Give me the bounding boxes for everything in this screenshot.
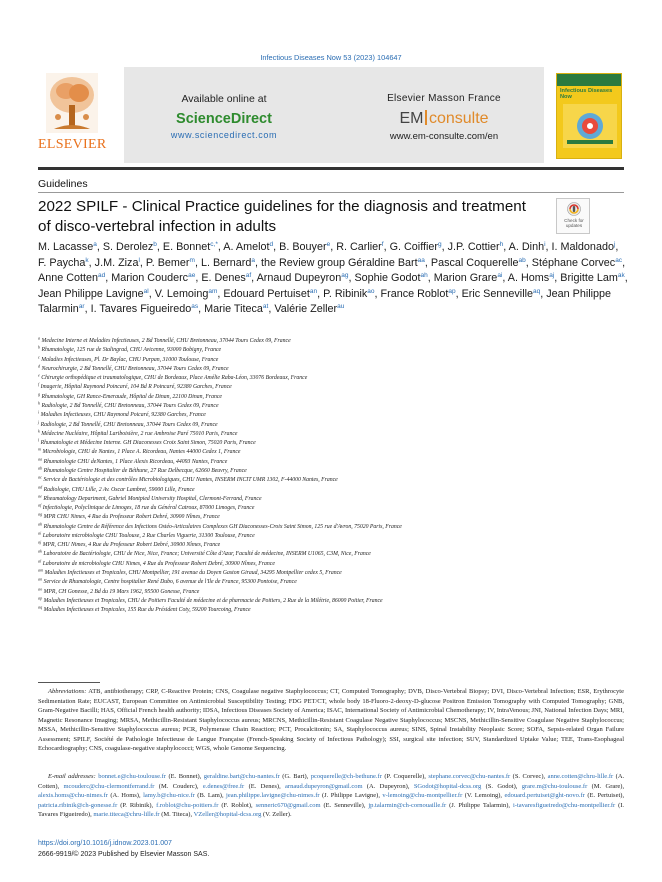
email-link[interactable]: stephane.corvec@chu-nantes.fr bbox=[428, 773, 511, 780]
affiliation-text: Médecine Nucléaire, Hôpital Lariboisière, 2 rue Ambroise Paré 75010 Paris, France bbox=[39, 430, 238, 437]
author-affiliation-link[interactable]: ar bbox=[78, 303, 85, 311]
author-affiliation-link[interactable]: ah bbox=[420, 272, 428, 280]
email-owner: (P. Coquerelle) bbox=[384, 773, 425, 780]
affiliation-text: Chirurgie orthopédique et traumatologique, CHU de Bordeaux, Place Amélie Raba-Léon, 33076 Bordeaux, France bbox=[39, 375, 308, 382]
email-owner: (V. Lemoing) bbox=[464, 792, 501, 799]
author-name: P. Bemer bbox=[145, 256, 190, 269]
author-affiliation-link[interactable]: f bbox=[381, 241, 384, 248]
email-owner: (J. Philippe Lavigne) bbox=[322, 792, 379, 799]
author-affiliation-link[interactable]: ag bbox=[341, 272, 349, 280]
affiliation-text: Rhumatologie, 125 rue de Stalingrad, CHU Avicenne, 93000 Bobigny, France bbox=[40, 347, 222, 354]
author-entry bbox=[223, 241, 273, 253]
email-link[interactable]: jp.talarmin@ch-cornouaille.fr bbox=[368, 801, 447, 809]
affiliation-text: Radiologie, CHU Lille, 2 Av. Oscar Lambret, 59000 Lille, France bbox=[42, 486, 195, 493]
affiliation-item bbox=[38, 402, 638, 411]
email-owner: (I. Tavares Figueiredo) bbox=[38, 801, 625, 818]
author-entry bbox=[552, 241, 616, 253]
author-name: E. Denes bbox=[201, 272, 246, 285]
author-name: Brigitte Lam bbox=[560, 272, 618, 285]
author-entry bbox=[91, 303, 199, 315]
emconsulte-panel bbox=[344, 67, 544, 163]
author-affiliation-link[interactable]: au bbox=[337, 303, 345, 311]
affiliation-item bbox=[38, 421, 638, 430]
email-link[interactable]: i-tavaresfigueiredo@chu-montpellier.fr bbox=[512, 801, 616, 809]
author-affiliation-link[interactable]: ab bbox=[518, 256, 526, 264]
check-for-updates-icon bbox=[567, 202, 581, 216]
email-owner: (F. Roblot) bbox=[221, 801, 251, 809]
author-name: Arnaud Dupeyron bbox=[256, 272, 342, 285]
author-affiliation-link[interactable]: aq bbox=[533, 287, 541, 295]
author-name: A. Amelot bbox=[223, 241, 270, 253]
email-owner: (S. Corvec) bbox=[512, 773, 544, 780]
affiliation-item bbox=[38, 411, 638, 420]
affiliation-text: Maladies Infectieuses et Tropicales, CHU Montpellier, 191 avenue du Doyen Gaston Giraud, 34295 Montpellier cedex 5, France bbox=[43, 570, 342, 577]
affiliation-text: Laboratoire microbiologie CHU Toulouse, 2 Rue Charles Viguerie, 31300 Toulouse, France bbox=[41, 532, 255, 539]
email-link[interactable]: senneric670@gmail.com bbox=[255, 801, 321, 809]
author-affiliation-link[interactable]: an bbox=[309, 287, 318, 295]
email-owner: (E. Denes) bbox=[248, 782, 280, 790]
author-affiliation-link[interactable]: l bbox=[138, 256, 140, 264]
author-entry bbox=[38, 241, 97, 253]
author-affiliation-link[interactable]: ak bbox=[617, 272, 625, 280]
author-entry bbox=[336, 241, 383, 253]
email-link[interactable]: jean.philippe.lavigne@chu-nimes.fr bbox=[226, 792, 320, 799]
author-entry bbox=[323, 288, 374, 300]
elsevier-tree-icon bbox=[46, 73, 98, 133]
author-affiliation-link[interactable]: k bbox=[85, 256, 89, 264]
emc-logo-consulte: consulte bbox=[428, 110, 489, 127]
author-name: Marie Titeca bbox=[204, 303, 263, 316]
author-entry bbox=[201, 257, 255, 269]
cover-title: Infectious Diseases Now bbox=[560, 88, 613, 101]
affiliation-key: ag bbox=[38, 511, 43, 517]
affiliation-item bbox=[38, 550, 638, 559]
title-divider bbox=[38, 192, 624, 193]
author-name: A. Homs bbox=[507, 272, 550, 285]
article-title: 2022 SPILF - Clinical Practice guidelines for the diagnosis and treatment of disco-vertebral infection in adults bbox=[38, 198, 526, 235]
affiliation-item bbox=[38, 578, 638, 587]
affiliation-key: l bbox=[38, 437, 40, 443]
author-entry bbox=[204, 303, 268, 315]
author-name: R. Carlier bbox=[336, 241, 382, 253]
affiliation-text: Neurochirurgie, 2 Bd Tonnellé, CHU Bretonneau, 37044 Tours Cedex 09, France bbox=[40, 365, 229, 372]
author-entry bbox=[38, 272, 105, 284]
author-name: P. Ribinik bbox=[323, 287, 368, 300]
affiliation-text: Service de Bactériologie et des contrôles Microbiologiques, CHU Nantes, INSERM INCIT UMR 1302, F-44000 Nantes, France bbox=[41, 477, 338, 484]
author-name: Marion Couderc bbox=[111, 272, 189, 285]
sciencedirect-url-link[interactable]: www.sciencedirect.com bbox=[170, 130, 278, 140]
affiliation-key: af bbox=[38, 502, 42, 508]
email-link[interactable]: alexis.homs@chu-nimes.fr bbox=[38, 792, 108, 799]
author-name: I. Maldonado bbox=[551, 241, 614, 253]
affiliation-key: ad bbox=[38, 484, 43, 489]
author-affiliation-link[interactable]: a bbox=[251, 256, 255, 264]
email-link[interactable]: e.denes@free.fr bbox=[202, 782, 245, 790]
affiliation-text: Laboratoire de microbiologie CHU Nimes, 4 Rue du Professeur Robert Debré, 30900 Nîmes, France bbox=[41, 560, 275, 567]
author-name: Edouard Pertuiset bbox=[223, 287, 310, 300]
author-name: Anne Cotten bbox=[38, 272, 99, 285]
affiliation-item bbox=[38, 393, 638, 402]
author-entry bbox=[95, 257, 140, 269]
email-link[interactable]: pcoquerelle@ch-bethune.fr bbox=[310, 773, 382, 780]
author-name: Stéphane Corvec bbox=[531, 256, 616, 269]
author-name: Pascal Coquerelle bbox=[430, 256, 519, 269]
author-affiliation-link[interactable]: af bbox=[245, 272, 252, 280]
affiliation-key: ab bbox=[38, 465, 43, 471]
elsevier-logo[interactable] bbox=[38, 67, 106, 159]
author-entry bbox=[111, 272, 195, 284]
author-affiliation-link[interactable]: ae bbox=[188, 272, 196, 280]
author-name: Sophie Godot bbox=[354, 272, 421, 285]
affiliation-item bbox=[38, 486, 638, 495]
author-affiliation-link[interactable]: e bbox=[326, 241, 331, 248]
affiliation-item bbox=[38, 504, 638, 513]
journal-header bbox=[38, 67, 624, 163]
author-name: G. Coiffier bbox=[389, 241, 438, 253]
affiliation-key: a bbox=[38, 335, 41, 341]
affiliation-key: ai bbox=[38, 530, 42, 536]
email-link[interactable]: lamy.b@chu-nice.fr bbox=[143, 792, 195, 799]
affiliation-text: Rheumatology Department, Gabriel Montpied University Hospital, Clermont-Ferrand, France bbox=[41, 495, 262, 502]
affiliation-key: i bbox=[38, 409, 40, 415]
author-affiliation-link[interactable]: aa bbox=[417, 256, 425, 264]
available-online-label: Available online at bbox=[181, 93, 267, 105]
abbreviations-text: ATB, antibiotherapy; CRP, C-Reactive Protein; CNS, Coagulase negative Staphylococcus; CT, Computed Tomography; DVB, Disco-Vertebral Biopsy; DVI, Disco-Vertebral Infection; ESR, Erythrocyte Sedimentation Rate; EUCAST, European Committee on Antimicrobial Susceptibility Testing; FDG PET/CT, whole body 18-Fluoro-2-deoxy-D-glucose Positron Emission Tomography with Computed Tomography; GNB, Gram-Negative Bacilli; HAS, Official French health authority; IDSA, Infectious Diseases Society of America; ISAC, International Society of Antimicrobial Chemotherapy; IV, IntraVenous; JNI, National Infection Days; MRI, Magnetic Resonance Imaging; MRSA, Methicillin-Resistant Staphylococcus aureus; MRCNS, Methicillin-Resistant Coagulase Negative Staphylococcus; MSCNS, Methicillin-Sensitive Coagulase Negative Staphylococcus; MSSA, Methicillin-Sensitive Staphylococcus aureus; PCR, Polymerase Chain Reaction; PCT, Procalcitonin; SA, Staphylococcus aureus; SINS, Spinal Instability Neoplasic Score; SOFA, Sepsis-related Organ Failure Assessment; SPILF, Société de Pathologie Infectieuse de Langue Française (French-Speaking Society of Infectious Pathology); SSI, surgical site infection; SUV, Standardized Uptake Value; TEE, Trans-Esophageal Echocardiography; CNS, coagulase-negative staphylococci; WGS, whole Genome Sequencing. bbox=[38, 688, 624, 752]
affiliation-item bbox=[38, 337, 638, 346]
journal-cover-thumbnail[interactable] bbox=[556, 73, 622, 159]
email-link[interactable]: bonnet.e@chu-toulouse.fr bbox=[98, 773, 166, 780]
emconsulte-url-link[interactable]: www.em-consulte.com/en bbox=[389, 131, 499, 142]
check-for-updates-button[interactable] bbox=[556, 198, 590, 234]
email-link[interactable]: geraldine.bart@chu-nantes.fr bbox=[203, 773, 280, 780]
author-affiliation-link[interactable]: b bbox=[153, 241, 157, 248]
email-footnote: E-mail addresses: bonnet.e@chu-toulouse.fr (E. Bonnet), geraldine.bart@chu-nantes.fr (G. Bart), pcoquerelle@ch-bethune.fr (P. Coquerelle), stephane.corvec@chu-nantes.fr (S. Corvec), anne.cotten@chru-lille.fr (A. Cotten), mcouderc@chu-clermontferrand.fr (M. Couderc), e.denes@free.fr (E. Denes), arnaud.dupeyron@gmail.com (A. Dupeyron), SGodot@hopital-dcss.org (S. Godot), grare.m@chu-toulouse.fr (M. Grare), alexis.homs@chu-nimes.fr (A. Homs), lamy.b@chu-nice.fr (B. Lam), jean.philippe.lavigne@chu-nimes.fr (J. Philippe Lavigne), v-lemoing@chu-montpellier.fr (V. Lemoing), edouard.pertuiset@ght-novo.fr (E. Pertuiset), patricia.ribinik@ch-gonesse.fr (P. Ribinik), f.roblot@chu-poitiers.fr (F. Roblot), senneric670@gmail.com (E. Senneville), jp.talarmin@ch-cornouaille.fr (J. Philippe Talarmin), i-tavaresfigueiredo@chu-montpellier.fr (I. Tavares Figueiredo), marie.titeca@chru-lille.fr (M. Titeca), VZeller@hopital-dcss.org (V. Zeller). bbox=[38, 773, 625, 818]
affiliation-item bbox=[38, 495, 638, 504]
email-link[interactable]: SGodot@hopital-dcss.org bbox=[413, 782, 482, 790]
affiliation-text: Imagerie, Hôpital Raymond Poincaré, 104 Bd R Poincaré, 92380 Garches, France bbox=[39, 384, 232, 391]
author-affiliation-link[interactable]: m bbox=[189, 256, 195, 264]
journal-citation-link[interactable]: Infectious Diseases Now 53 (2023) 104647 bbox=[260, 53, 402, 62]
affiliation-text: Rhumatologie CHU deNantes, 1 Place Alexis Ricordeau, 44093 Nantes, France bbox=[42, 458, 228, 465]
author-affiliation-link[interactable]: h bbox=[499, 241, 504, 248]
email-link[interactable]: edouard.pertuiset@ght-novo.fr bbox=[504, 792, 585, 799]
affiliation-key: ae bbox=[38, 493, 42, 499]
affiliation-item bbox=[38, 513, 638, 522]
author-entry bbox=[223, 288, 317, 300]
affiliation-key: h bbox=[38, 400, 41, 406]
affiliation-key: k bbox=[38, 428, 40, 434]
author-name: E. Bonnet bbox=[162, 241, 211, 253]
email-owner: (V. Zeller). bbox=[263, 811, 292, 818]
affiliation-text: Maladies Infectieuses et Tropicales, CHU de Poitiers Faculté de médecine et de pharmacie de Poitiers, 2 Rue de la Milétrie, 86000 Poitier, France bbox=[42, 597, 383, 604]
affiliation-text: Infectiologie, Polyclinique de Limoges, 18 rue du Général Catroux, 87000 Limoges, France bbox=[41, 505, 255, 512]
affiliation-key: ao bbox=[38, 586, 43, 592]
author-name: V. Lemoing bbox=[154, 287, 209, 300]
author-entry bbox=[448, 241, 504, 253]
affiliation-key: an bbox=[38, 576, 43, 582]
author-name: A. Dinh bbox=[508, 241, 545, 253]
author-entry bbox=[163, 241, 218, 253]
affiliation-item bbox=[38, 523, 638, 532]
affiliation-key: m bbox=[38, 446, 42, 452]
affiliation-item bbox=[38, 346, 638, 355]
affiliation-key: am bbox=[38, 567, 44, 573]
author-entry bbox=[38, 257, 89, 269]
affiliation-item bbox=[38, 439, 638, 448]
elsevier-wordmark: ELSEVIER bbox=[38, 137, 107, 152]
affiliation-key: al bbox=[38, 558, 42, 564]
author-name: Valérie Zeller bbox=[274, 303, 338, 316]
author-entry bbox=[38, 288, 149, 300]
affiliation-text: Rhumatologie et Médecine Interne. GH Diaconesses Croix Saint Simon, 75020 Paris, France bbox=[39, 440, 256, 447]
author-name: Eric Senneville bbox=[461, 287, 533, 300]
affiliation-key: aa bbox=[38, 456, 43, 462]
email-owner: (E. Senneville) bbox=[323, 801, 364, 809]
affiliation-key: j bbox=[38, 419, 40, 425]
affiliation-item bbox=[38, 569, 638, 578]
affiliation-text: Medecine Interne et Maladies Infectieuses, 2 Bd Tonnellé, CHU Bretonneau, 37044 Tours Cedex 09, France bbox=[40, 338, 291, 344]
author-name: Jean Philippe Talarmin bbox=[38, 287, 612, 316]
author-entry bbox=[146, 257, 195, 269]
emc-publisher-label: Elsevier Masson France bbox=[387, 93, 501, 104]
author-entry bbox=[274, 303, 344, 315]
author-name: J.M. Ziza bbox=[94, 256, 139, 269]
author-affiliation-link[interactable]: ao bbox=[367, 287, 375, 295]
affiliation-text: Rhumatologie Centre de Référence des Infections Ostéo-Articulaires Complexes GH Diaconesses-Croix Saint Simon, 125 rue d'Avron, 75020 Paris, France bbox=[42, 523, 402, 530]
affiliation-text: MPR, CHU Nimes, 4 Rue du Professeur Robert Debré, 30900 Nîmes, France bbox=[41, 542, 221, 549]
author-name: Jean Philippe Lavigne bbox=[38, 287, 144, 300]
author-entry bbox=[508, 272, 554, 284]
affiliation-item bbox=[38, 374, 638, 383]
affiliation-key: g bbox=[38, 391, 41, 397]
author-affiliation-link[interactable]: ac bbox=[615, 256, 623, 264]
affiliation-key: aj bbox=[38, 539, 42, 545]
email-owner: (A. Cotten) bbox=[38, 773, 625, 790]
author-entry bbox=[390, 241, 442, 253]
affiliation-item bbox=[38, 560, 638, 569]
affiliation-text: Microbiologie, CHU de Nantes, 1 Place A. Ricordeau, Nantes 44000 Cedex 1, France bbox=[41, 449, 241, 456]
author-name: I. Tavares Figueiredo bbox=[90, 303, 192, 316]
affiliation-text: Laboratoire de Bactériologie, CHU de Nice, Nice, France; Université Côte d'Azur, Faculté de médecine, INSERM U1065, C3M, Nice, France bbox=[41, 551, 371, 558]
author-name: France Roblot bbox=[380, 287, 449, 300]
affiliation-text: MPR CHU Nimes, 4 Rue du Professeur Robert Debré, 30900 Nîmes, France bbox=[42, 514, 220, 521]
email-owner: (E. Bonnet) bbox=[168, 773, 200, 780]
affiliation-text: Maladies Infectieuses, Pl. Dr Baylac, CHU Purpan, 31000 Toulouse, France bbox=[39, 356, 219, 363]
affiliation-item bbox=[38, 597, 638, 606]
affiliation-text: Radiologie, 2 Bd Tonnellé, CHU Bretonneau, 37044 Tours Cedex 09, France bbox=[39, 421, 218, 428]
author-entry bbox=[434, 272, 503, 284]
check-for-updates-label: Check for updates bbox=[564, 218, 584, 229]
email-link[interactable]: anne.cotten@chru-lille.fr bbox=[547, 773, 614, 780]
author-entry bbox=[257, 272, 349, 284]
author-name: L. Bernard bbox=[200, 256, 252, 269]
author-affiliation-link[interactable]: ad bbox=[98, 272, 106, 280]
email-owner: (S. Godot) bbox=[485, 782, 516, 790]
author-entry bbox=[103, 241, 157, 253]
affiliation-key: c bbox=[38, 354, 40, 360]
email-link[interactable]: f.roblot@chu-poitiers.fr bbox=[156, 801, 219, 809]
author-affiliation-link[interactable]: aj bbox=[549, 272, 555, 280]
availability-box bbox=[124, 67, 544, 163]
footnote-divider bbox=[38, 682, 100, 683]
email-owner: (P. Ribinik) bbox=[120, 801, 152, 809]
affiliation-item bbox=[38, 606, 638, 615]
author-entry bbox=[532, 257, 622, 269]
email-owner: (B. Lam) bbox=[197, 792, 222, 799]
affiliation-key: d bbox=[38, 363, 41, 369]
affiliation-key: f bbox=[38, 381, 40, 387]
article-type-label: Guidelines bbox=[38, 178, 88, 190]
email-owner: (A. Dupeyron) bbox=[366, 782, 408, 790]
sciencedirect-panel bbox=[124, 67, 324, 163]
author-affiliation-link[interactable]: ap bbox=[448, 287, 456, 295]
affiliation-text: Rhumatologie Centre Hospitalier de Béthune, 27 Rue Delbecque, 62660 Beuvry, France bbox=[42, 467, 247, 474]
author-entry bbox=[431, 257, 526, 269]
author-entry bbox=[348, 257, 425, 269]
author-affiliation-link[interactable]: am bbox=[208, 287, 218, 295]
affiliation-item bbox=[38, 532, 638, 541]
abbreviations-label: Abbreviations: bbox=[48, 688, 87, 695]
email-owner: (J. Philippe Talarmin) bbox=[449, 801, 509, 809]
affiliation-key: ac bbox=[38, 474, 42, 480]
author-entry bbox=[279, 241, 330, 253]
affiliation-key: ak bbox=[38, 548, 42, 554]
affiliation-item bbox=[38, 458, 638, 467]
email-owner: (M. Grare) bbox=[591, 782, 623, 790]
affiliation-item bbox=[38, 383, 638, 392]
email-owner: (E. Pertuiset) bbox=[587, 792, 623, 799]
affiliation-key: ap bbox=[38, 595, 43, 601]
email-link[interactable]: grare.m@chu-toulouse.fr bbox=[521, 782, 588, 790]
author-list: M. Lacasse$^a$, S. Derolez$^b$, E. Bonnet$^{c,*}$, A. Amelot$^d$, B. Bouyer$^e$, R. Carlier$^f$, G. Coiffier$^g$, J.P. Cottier$^h$, A. Dinh$^i$, I. Maldonado$^j$, F. Paycha$^k$, J.M. Ziza$^l$, P. Bemer$^m$, L. Bernard$^a$, the Review group Géraldine Bart$^{aa}$, Pascal Coquerelle$^{ab}$, Stéphane Corvec$^{ac}$, Anne Cotten$^{ad}$, Marion Couderc$^{ae}$, E. Denes$^{af}$, Arnaud Dupeyron$^{ag}$, Sophie Godot$^{ah}$, Marion Grare$^{ai}$, A. Homs$^{aj}$, Brigitte Lam$^{ak}$, Jean Philippe Lavigne$^{al}$, V. Lemoing$^{am}$, Edouard Pertuiset$^{an}$, P. Ribinik$^{ao}$, France Roblot$^{ap}$, Eric Senneville$^{aq}$, Jean Philippe Talarmin$^{ar}$, I. Tavares Figueiredo$^{as}$, Marie Titeca$^{at}$, Valérie Zeller$^{au}$ bbox=[38, 241, 628, 316]
email-owner: (G. Bart) bbox=[282, 773, 307, 780]
affiliation-item bbox=[38, 541, 638, 550]
affiliation-text: Service de Rhumatologie, Centre hospitalier René Dubo, 6 avenue de l'Ile de France, 95300 Pontoise, France bbox=[42, 579, 297, 586]
affiliation-item bbox=[38, 365, 638, 374]
email-link[interactable]: v-lemoing@chu-montpellier.fr bbox=[382, 792, 463, 799]
affiliation-key: aq bbox=[38, 604, 43, 610]
author-entry bbox=[462, 288, 541, 300]
cover-top-band bbox=[557, 74, 622, 86]
author-affiliation-link[interactable]: as bbox=[191, 303, 199, 311]
affiliation-text: MPR, CH Gonesse, 2 Bd du 19 Mars 1962, 95500 Gonesse, France bbox=[42, 588, 200, 595]
affiliation-list bbox=[38, 337, 638, 615]
copyright-notice: 2666-9919/© 2023 Published by Elsevier Masson SAS. bbox=[38, 851, 210, 858]
affiliation-key: b bbox=[38, 344, 41, 350]
author-affiliation-link[interactable]: c,* bbox=[210, 241, 218, 248]
email-link[interactable]: VZeller@hopital-dcss.org bbox=[193, 811, 262, 818]
author-affiliation-link[interactable]: ai bbox=[497, 272, 503, 280]
sciencedirect-logo[interactable]: ScienceDirect bbox=[176, 111, 272, 127]
author-name: Géraldine Bart bbox=[348, 256, 418, 269]
affiliation-text: Maladies Infectieuses et Tropicales, 155 Rue du Président Coty, 59200 Tourcoing, France bbox=[42, 607, 251, 614]
author-name: the Review group bbox=[261, 256, 346, 269]
email-link[interactable]: arnaud.dupeyron@gmail.com bbox=[285, 782, 363, 790]
emconsulte-logo[interactable] bbox=[344, 110, 544, 128]
affiliation-item bbox=[38, 588, 638, 597]
email-link[interactable]: patricia.ribinik@ch-gonesse.fr bbox=[38, 801, 118, 809]
author-name: J.P. Cottier bbox=[447, 241, 500, 253]
author-name: B. Bouyer bbox=[279, 241, 327, 253]
doi-link[interactable]: https://doi.org/10.1016/j.idnow.2023.01.007 bbox=[38, 840, 172, 847]
emc-logo-em: EM bbox=[399, 110, 424, 127]
author-affiliation-link[interactable]: a bbox=[93, 241, 97, 248]
emc-logo-divider bbox=[425, 110, 427, 125]
author-entry bbox=[381, 288, 456, 300]
author-name: S. Derolez bbox=[102, 241, 154, 253]
affiliation-item bbox=[38, 448, 638, 457]
author-affiliation-link[interactable]: g bbox=[438, 241, 442, 248]
affiliation-text: Rhumatologie, GH Rance-Emeraude, Hôpital de Dinan, 22100 Dinan, France bbox=[40, 393, 222, 400]
email-link[interactable]: mcouderc@chu-clermontferrand.fr bbox=[63, 782, 155, 790]
author-affiliation-link[interactable]: at bbox=[262, 303, 269, 311]
affiliation-item bbox=[38, 430, 638, 439]
email-label: E-mail addresses: bbox=[48, 773, 96, 780]
cover-art-icon bbox=[563, 104, 617, 148]
author-entry bbox=[354, 272, 427, 284]
affiliation-text: Radiologie, 2 Bd Tonnellé, CHU Bretonneau, 37044 Tours Cedex 09, France bbox=[40, 402, 219, 409]
author-affiliation-link[interactable]: j bbox=[613, 241, 616, 248]
affiliation-item bbox=[38, 356, 638, 365]
author-entry bbox=[155, 288, 218, 300]
author-entry bbox=[261, 257, 345, 269]
author-name: Marion Grare bbox=[433, 272, 498, 285]
author-entry bbox=[201, 272, 251, 284]
email-link[interactable]: marie.titeca@chru-lille.fr bbox=[93, 811, 160, 818]
affiliation-key: e bbox=[38, 372, 40, 378]
email-owner: (M. Titeca) bbox=[161, 811, 191, 818]
affiliation-text: Maladies Infectieuses, CHU Raymond Poicaré, 92380 Garches, France bbox=[39, 412, 206, 419]
author-affiliation-link[interactable]: al bbox=[143, 287, 149, 295]
header-divider bbox=[38, 167, 624, 170]
email-owner: (M. Couderc) bbox=[158, 782, 197, 790]
author-name: F. Paycha bbox=[38, 256, 86, 269]
author-name: M. Lacasse bbox=[38, 241, 94, 253]
author-affiliation-link[interactable]: i bbox=[544, 241, 546, 248]
affiliation-key: ah bbox=[38, 521, 43, 527]
author-entry bbox=[560, 272, 624, 284]
affiliation-item bbox=[38, 467, 638, 476]
author-affiliation-link[interactable]: d bbox=[269, 241, 274, 248]
email-owner: (A. Homs) bbox=[110, 792, 139, 799]
abbreviations-footnote bbox=[38, 687, 624, 754]
affiliation-item bbox=[38, 476, 638, 485]
author-entry bbox=[509, 241, 546, 253]
